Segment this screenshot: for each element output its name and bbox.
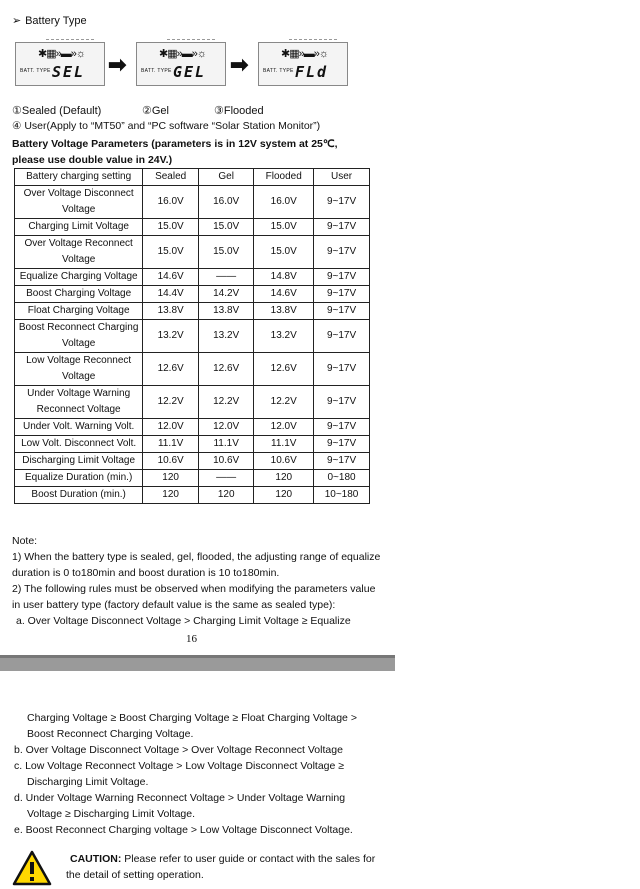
- rule-line: Boost Reconnect Charging Voltage.: [27, 728, 194, 740]
- value-cell: 9~17V: [314, 419, 370, 436]
- row-label-cell: Under Volt. Warning Volt.: [15, 419, 143, 436]
- page-number: 16: [186, 633, 197, 645]
- caution-text: [66, 851, 386, 883]
- value-cell: ——: [198, 269, 253, 286]
- option-flooded: ③Flooded: [214, 105, 264, 117]
- row-label-cell: Boost Duration (min.): [15, 487, 143, 504]
- rule-line: Discharging Limit Voltage.: [27, 776, 149, 788]
- value-cell: 12.0V: [198, 419, 253, 436]
- params-heading: Battery Voltage Parameters (parameters is in 12V system at 25℃, please use double value in 24V.): [12, 138, 338, 166]
- value-cell: 120: [198, 487, 253, 504]
- table-row: [15, 436, 370, 453]
- value-cell: 120: [254, 487, 314, 504]
- value-cell: 9~17V: [314, 453, 370, 470]
- header-cell: Sealed: [143, 169, 199, 186]
- value-cell: 0~180: [314, 470, 370, 487]
- value-cell: 9~17V: [314, 269, 370, 286]
- value-cell: 15.0V: [143, 236, 199, 269]
- value-cell: 15.0V: [254, 219, 314, 236]
- table-row: [15, 303, 370, 320]
- caution-body: Please refer to user guide or contact with the sales for: [121, 853, 376, 865]
- caution-body-2: the detail of setting operation.: [66, 869, 204, 881]
- value-cell: 9~17V: [314, 303, 370, 320]
- rule-line: c. Low Voltage Reconnect Voltage > Low Voltage Disconnect Voltage ≥: [14, 760, 345, 772]
- row-label-cell: Over Voltage Disconnect Voltage: [15, 186, 143, 219]
- row-label-cell: Low Volt. Disconnect Volt.: [15, 436, 143, 453]
- header-cell: Flooded: [254, 169, 314, 186]
- row-label-cell: Over Voltage Reconnect Voltage: [15, 236, 143, 269]
- value-cell: 9~17V: [314, 436, 370, 453]
- warning-triangle-icon: [12, 850, 52, 889]
- value-cell: 12.2V: [143, 386, 199, 419]
- row-label-cell: Equalize Duration (min.): [15, 470, 143, 487]
- header-cell: User: [314, 169, 370, 186]
- value-cell: 14.6V: [254, 286, 314, 303]
- value-cell: 10.6V: [143, 453, 199, 470]
- table-row: [15, 487, 370, 504]
- rule-line: d. Under Voltage Warning Reconnect Voltage > Under Voltage Warning: [14, 792, 346, 804]
- option-user: ④ User(Apply to “MT50” and “PC software “Solar Station Monitor”): [12, 120, 321, 132]
- table-row: [15, 219, 370, 236]
- note-line: duration is 0 to180min and boost duration is 10 to180min.: [12, 567, 280, 579]
- battery-voltage-table: [14, 168, 370, 504]
- note-line: in user battery type (factory default value is the same as sealed type):: [12, 599, 336, 611]
- value-cell: 11.1V: [143, 436, 199, 453]
- rule-line: Charging Voltage ≥ Boost Charging Voltage ≥ Float Charging Voltage >: [27, 712, 357, 724]
- value-cell: 13.8V: [254, 303, 314, 320]
- value-cell: 16.0V: [143, 186, 199, 219]
- note-line: 1) When the battery type is sealed, gel, flooded, the adjusting range of equalize: [12, 551, 381, 563]
- lcd-label: BATT. TYPE: [20, 68, 51, 74]
- value-cell: 10.6V: [254, 453, 314, 470]
- value-cell: 10~180: [314, 487, 370, 504]
- value-cell: 13.2V: [143, 320, 199, 353]
- bullet-arrow-icon: ➢: [12, 15, 22, 27]
- value-cell: 14.8V: [254, 269, 314, 286]
- value-cell: 12.6V: [254, 353, 314, 386]
- table-row: [15, 236, 370, 269]
- solar-battery-load-icon: ✱▦»▬»☼: [281, 48, 328, 60]
- table-row: [15, 286, 370, 303]
- caution-label: CAUTION:: [70, 853, 122, 865]
- value-cell: 13.8V: [143, 303, 199, 320]
- page-separator-edge: [0, 655, 395, 658]
- value-cell: 12.0V: [143, 419, 199, 436]
- row-label-cell: Boost Charging Voltage: [15, 286, 143, 303]
- lcd-code: GEL: [173, 63, 207, 81]
- header-cell: Gel: [198, 169, 253, 186]
- section-title: Battery Type: [25, 15, 87, 27]
- value-cell: 13.2V: [198, 320, 253, 353]
- rule-line: b. Over Voltage Disconnect Voltage > Over Voltage Reconnect Voltage: [14, 744, 343, 756]
- value-cell: 12.0V: [254, 419, 314, 436]
- row-label-cell: Discharging Limit Voltage: [15, 453, 143, 470]
- table-row: [15, 269, 370, 286]
- option-sealed: ①Sealed (Default): [12, 105, 102, 117]
- row-label-cell: Under Voltage Warning Reconnect Voltage: [15, 386, 143, 419]
- value-cell: 15.0V: [198, 236, 253, 269]
- table-row: [15, 453, 370, 470]
- lcd-label: BATT. TYPE: [141, 68, 172, 74]
- row-label-cell: Charging Limit Voltage: [15, 219, 143, 236]
- note-line: a. Over Voltage Disconnect Voltage > Charging Limit Voltage ≥ Equalize: [16, 615, 351, 627]
- rule-line: e. Boost Reconnect Charging voltage > Low Voltage Disconnect Voltage.: [14, 824, 353, 836]
- value-cell: 12.6V: [198, 353, 253, 386]
- lcd-label: BATT. TYPE: [263, 68, 294, 74]
- lcd-panel-flooded: [258, 42, 348, 86]
- rule-line: Voltage ≥ Discharging Limit Voltage.: [27, 808, 196, 820]
- table-row: [15, 470, 370, 487]
- value-cell: 120: [254, 470, 314, 487]
- header-cell: Battery charging setting: [15, 169, 143, 186]
- table-row: [15, 353, 370, 386]
- value-cell: 9~17V: [314, 320, 370, 353]
- value-cell: 9~17V: [314, 286, 370, 303]
- value-cell: 15.0V: [143, 219, 199, 236]
- row-label-cell: Boost Reconnect Charging Voltage: [15, 320, 143, 353]
- value-cell: 11.1V: [198, 436, 253, 453]
- notes: [12, 533, 382, 629]
- value-cell: 9~17V: [314, 353, 370, 386]
- value-cell: 14.6V: [143, 269, 199, 286]
- value-cell: 9~17V: [314, 186, 370, 219]
- table-header-row: [15, 169, 370, 186]
- value-cell: 13.8V: [198, 303, 253, 320]
- value-cell: 16.0V: [198, 186, 253, 219]
- value-cell: 10.6V: [198, 453, 253, 470]
- option-gel: ②Gel: [142, 105, 169, 117]
- value-cell: 120: [143, 470, 199, 487]
- table-row: [15, 186, 370, 219]
- solar-battery-load-icon: ✱▦»▬»☼: [159, 48, 206, 60]
- value-cell: 12.2V: [254, 386, 314, 419]
- value-cell: 11.1V: [254, 436, 314, 453]
- value-cell: 12.2V: [198, 386, 253, 419]
- rules-continued: [14, 710, 384, 838]
- note-title: Note:: [12, 535, 38, 547]
- value-cell: ——: [198, 470, 253, 487]
- value-cell: 15.0V: [198, 219, 253, 236]
- lcd-code: SEL: [52, 63, 86, 81]
- value-cell: 14.4V: [143, 286, 199, 303]
- row-label-cell: Equalize Charging Voltage: [15, 269, 143, 286]
- lcd-panel-gel: [136, 42, 226, 86]
- value-cell: 9~17V: [314, 386, 370, 419]
- value-cell: 16.0V: [254, 186, 314, 219]
- value-cell: 13.2V: [254, 320, 314, 353]
- row-label-cell: Low Voltage Reconnect Voltage: [15, 353, 143, 386]
- note-line: 2) The following rules must be observed when modifying the parameters value: [12, 583, 376, 595]
- right-arrow-icon: ➡: [230, 52, 249, 77]
- lcd-panel-sealed: [15, 42, 105, 86]
- table-row: [15, 419, 370, 436]
- lcd-code: FLd: [295, 63, 329, 81]
- value-cell: 120: [143, 487, 199, 504]
- value-cell: 9~17V: [314, 219, 370, 236]
- value-cell: 14.2V: [198, 286, 253, 303]
- right-arrow-icon: ➡: [108, 52, 127, 77]
- solar-battery-load-icon: ✱▦»▬»☼: [38, 48, 85, 60]
- value-cell: 9~17V: [314, 236, 370, 269]
- value-cell: 12.6V: [143, 353, 199, 386]
- value-cell: 15.0V: [254, 236, 314, 269]
- row-label-cell: Float Charging Voltage: [15, 303, 143, 320]
- section-heading: [12, 14, 87, 27]
- table-row: [15, 386, 370, 419]
- table-row: [15, 320, 370, 353]
